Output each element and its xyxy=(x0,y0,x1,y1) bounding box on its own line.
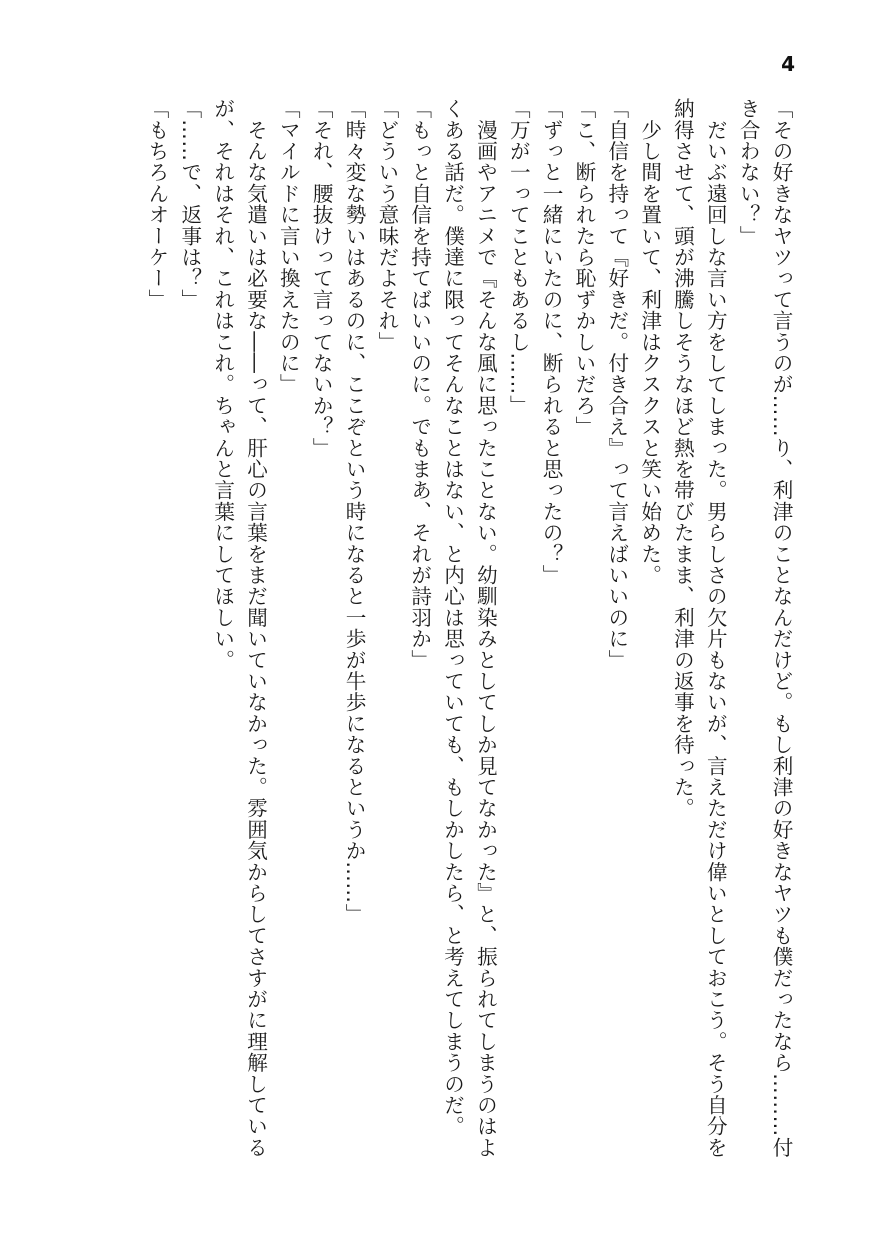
text-line-3: 少し間を置いて、利津はクスクスと笑い始めた。 xyxy=(637,98,662,586)
text-line-1: 「その好きなヤツって言うのが……り、利津のことなんだけど。もし利津の好きなヤツも僕だったなら………付き合わない？」 xyxy=(736,98,793,1158)
text-line-5: 「こ、断られたら恥ずかしいだろ」 xyxy=(571,98,596,438)
text-line-4: 「自信を持って『好きだ。付き合え』って言えばいいのに」 xyxy=(604,98,629,671)
text-line-15: 「……で、返事は？」 xyxy=(177,98,202,310)
page-number: 4 xyxy=(781,52,795,76)
text-line-8: 漫画やアニメで『そんな風に思ったことない。幼馴染みとしてしか見てなかった』と、振られてしまうのはよくある話だ。僕達に限ってそんなことはない、と内心は思っていても、もしかしたら、と考えてしまうのだ。 xyxy=(440,98,498,1158)
text-line-10: 「どういう意味だよそれ」 xyxy=(374,98,399,353)
text-line-11: 「時々変な勢いはあるのに、ここぞという時になると一歩が牛歩になるというか……」 xyxy=(342,98,367,925)
text-line-12: 「それ、腰抜けって言ってないか？」 xyxy=(309,98,334,459)
text-line-9: 「もっと自信を持てばいいのに。でもまあ、それが詩羽か」 xyxy=(407,98,432,671)
text-line-14: そんな気遣いは必要な――って、肝心の言葉をまだ聞いていなかった。雰囲気からしてさすがに理解しているが、それはそれ、これはこれ。ちゃんと言葉にしてほしい。 xyxy=(210,98,268,1158)
text-line-13: 「マイルドに言い換えたのに」 xyxy=(276,98,301,395)
text-line-16: 「もちろんオーケー」 xyxy=(144,98,169,310)
text-line-7: 「万が一ってこともあるし……」 xyxy=(506,98,531,416)
text-line-2: だいぶ遠回しな言い方をしてしまった。男らしさの欠片もないが、言えただけ偉いとしておこう。そう自分を納得させて、頭が沸騰しそうなほど熱を帯びたまま、利津の返事を待った。 xyxy=(670,98,728,1158)
vertical-text-body xyxy=(140,98,797,1178)
text-line-6: 「ずっと一緒にいたのに、断られると思ったの？」 xyxy=(539,98,564,586)
